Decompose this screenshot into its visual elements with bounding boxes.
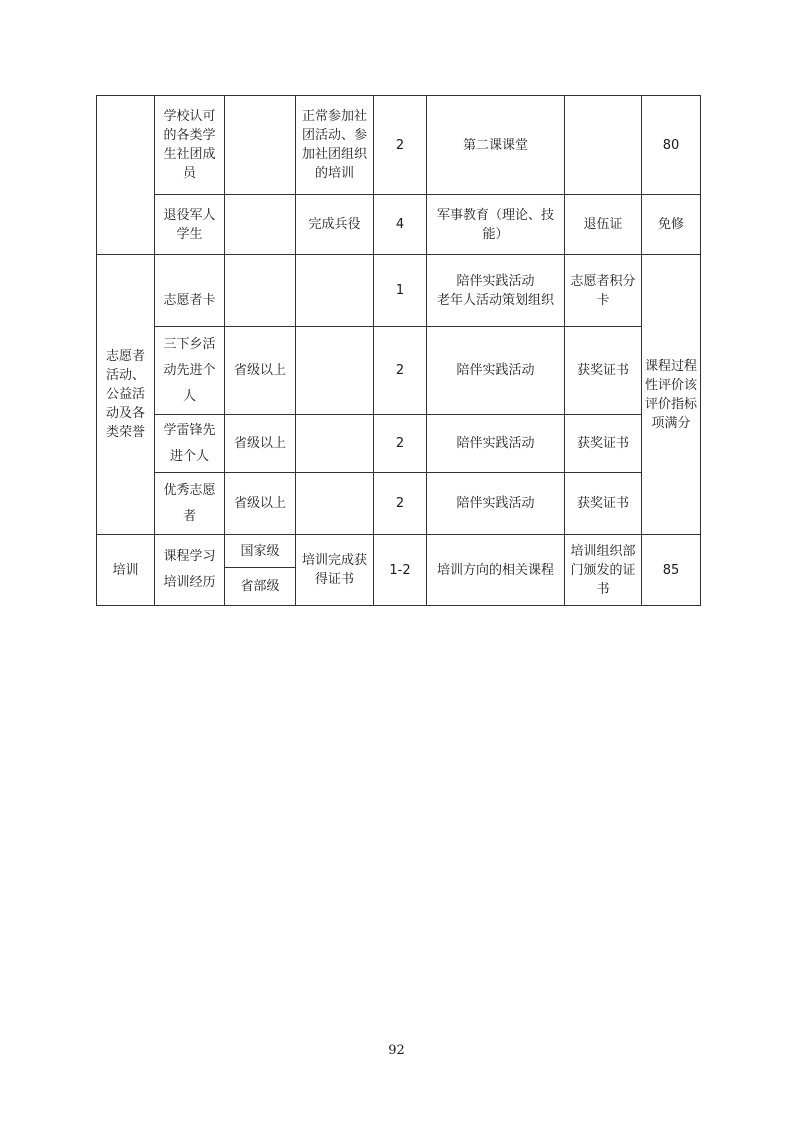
table-row bbox=[97, 415, 701, 473]
requirement-cell: 正常参加社团活动、参加社团组织的培训 bbox=[296, 96, 374, 195]
requirement-cell-empty bbox=[296, 473, 374, 535]
requirement-cell: 完成兵役 bbox=[296, 195, 374, 255]
course-cell: 第二课课堂 bbox=[427, 96, 565, 195]
proof-cell: 志愿者积分卡 bbox=[565, 255, 642, 327]
course-cell: 陪伴实践活动 老年人活动策划组织 bbox=[427, 255, 565, 327]
item-cell: 课程学习 培训经历 bbox=[155, 535, 225, 606]
table-row bbox=[97, 195, 701, 255]
level-cell-empty bbox=[225, 255, 296, 327]
credits-cell: 1-2 bbox=[374, 535, 427, 606]
score-cell: 课程过程性评价该评价指标项满分 bbox=[642, 255, 701, 535]
table-row bbox=[97, 535, 701, 568]
course-cell: 陪伴实践活动 bbox=[427, 327, 565, 415]
credits-cell: 4 bbox=[374, 195, 427, 255]
category-cell-empty bbox=[97, 96, 155, 255]
item-cell: 志愿者卡 bbox=[155, 255, 225, 327]
page-number: 92 bbox=[388, 1043, 405, 1058]
score-cell: 85 bbox=[642, 535, 701, 606]
course-cell: 军事教育（理论、技能） bbox=[427, 195, 565, 255]
requirement-cell: 培训完成获得证书 bbox=[296, 535, 374, 606]
credits-cell: 2 bbox=[374, 415, 427, 473]
category-cell: 培训 bbox=[97, 535, 155, 606]
item-cell: 三下乡活动先进个人 bbox=[155, 327, 225, 415]
level-cell: 省级以上 bbox=[225, 327, 296, 415]
course-cell: 陪伴实践活动 bbox=[427, 473, 565, 535]
proof-cell: 获奖证书 bbox=[565, 415, 642, 473]
credits-cell: 2 bbox=[374, 327, 427, 415]
credit-recognition-table bbox=[96, 95, 701, 606]
proof-cell: 获奖证书 bbox=[565, 473, 642, 535]
credits-cell: 1 bbox=[374, 255, 427, 327]
item-cell: 学雷锋先进个人 bbox=[155, 415, 225, 473]
level-cell-national: 国家级 bbox=[225, 535, 296, 568]
proof-cell: 获奖证书 bbox=[565, 327, 642, 415]
course-cell: 培训方向的相关课程 bbox=[427, 535, 565, 606]
proof-cell: 培训组织部门颁发的证书 bbox=[565, 535, 642, 606]
requirement-cell-empty bbox=[296, 327, 374, 415]
proof-cell: 退伍证 bbox=[565, 195, 642, 255]
course-cell: 陪伴实践活动 bbox=[427, 415, 565, 473]
level-cell: 省级以上 bbox=[225, 415, 296, 473]
proof-cell-empty bbox=[565, 96, 642, 195]
table-row bbox=[97, 327, 701, 415]
level-cell-ministry: 省部级 bbox=[225, 568, 296, 606]
level-cell: 省级以上 bbox=[225, 473, 296, 535]
score-cell: 80 bbox=[642, 96, 701, 195]
table-row bbox=[97, 473, 701, 535]
item-cell: 学校认可的各类学生社团成员 bbox=[155, 96, 225, 195]
credits-cell: 2 bbox=[374, 473, 427, 535]
score-cell: 免修 bbox=[642, 195, 701, 255]
level-cell-empty bbox=[225, 96, 296, 195]
requirement-cell-empty bbox=[296, 415, 374, 473]
table-row bbox=[97, 96, 701, 195]
category-cell: 志愿者活动、公益活动及各类荣誉 bbox=[97, 255, 155, 535]
level-cell-empty bbox=[225, 195, 296, 255]
requirement-cell-empty bbox=[296, 255, 374, 327]
credits-cell: 2 bbox=[374, 96, 427, 195]
table-row bbox=[97, 255, 701, 327]
item-cell: 退役军人学生 bbox=[155, 195, 225, 255]
item-cell: 优秀志愿者 bbox=[155, 473, 225, 535]
